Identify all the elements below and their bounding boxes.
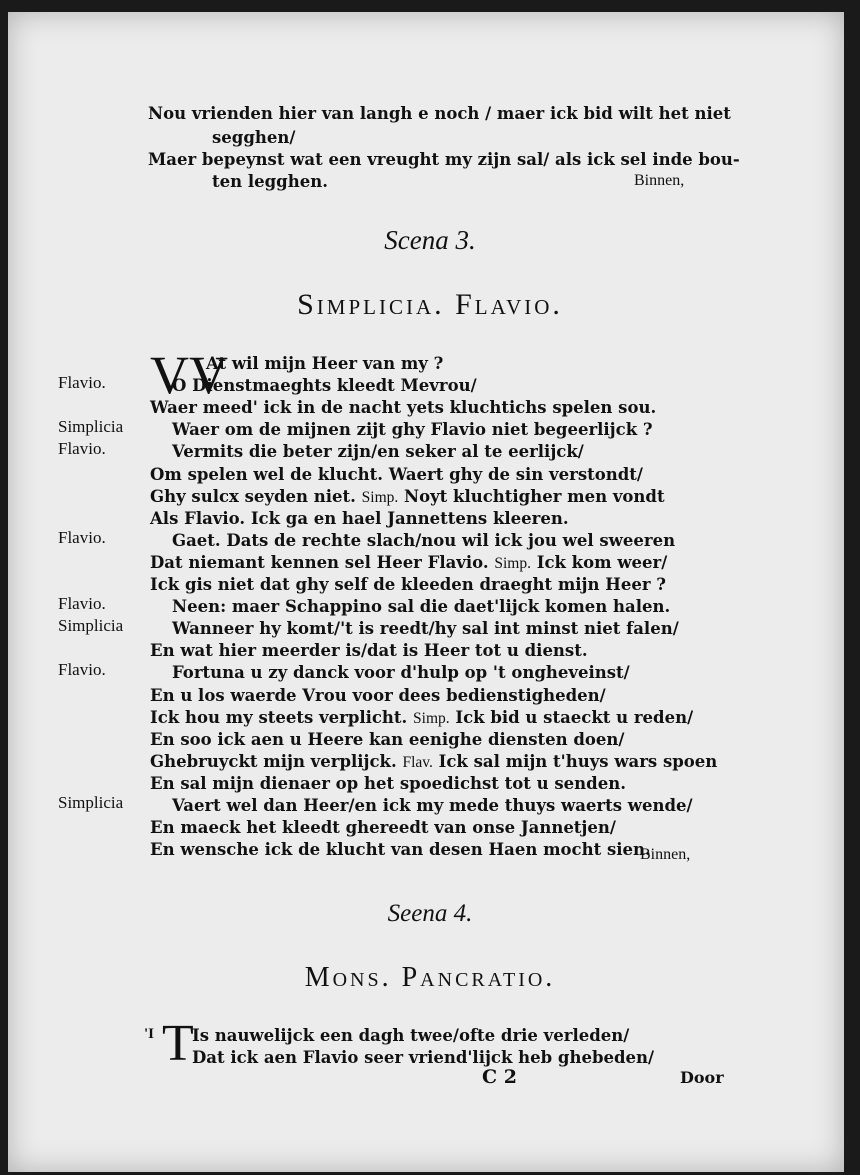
speaker-name: Flavio.	[58, 373, 106, 392]
dialogue-text: At wil mijn Heer van my ?	[206, 354, 444, 373]
dialogue-text: En maeck het kleedt ghereedt van onse Jannetjen/	[150, 818, 616, 837]
scene-title: Seena 4.	[387, 900, 473, 927]
dialogue-line	[172, 661, 720, 685]
exit-direction: Binnen,	[640, 846, 691, 863]
dialogue-line	[172, 418, 720, 442]
dialogue-line	[206, 352, 720, 376]
dialogue-line	[172, 529, 720, 553]
dialogue-line	[150, 772, 720, 796]
speaker-name: Flavio.	[58, 528, 106, 547]
dialogue-line	[172, 617, 720, 641]
dialogue-text: En soo ick aen u Heere kan eenighe diensten doen/	[150, 730, 625, 749]
dialogue-text: Wanneer hy komt/'t is reedt/hy sal int minst niet falen/	[172, 619, 679, 638]
drop-capital: VV	[150, 345, 228, 405]
speaker-name: Simplicia	[58, 417, 124, 436]
dialogue-text: O Dienstmaeghts kleedt Mevrou/	[172, 376, 477, 395]
dialogue-line	[150, 551, 720, 575]
dialogue-text: En wat hier meerder is/dat is Heer tot u dienst.	[150, 641, 588, 660]
speaker-name: Flavio.	[58, 439, 106, 458]
dialogue-line: Is nauwelijck een dagh twee/ofte drie verleden/	[192, 1026, 630, 1045]
speaker-abbrev: Simp.	[413, 710, 450, 727]
dialogue-line	[150, 816, 720, 840]
dialogue-text: En sal mijn dienaer op het spoedichst tot u senden.	[150, 774, 626, 793]
speaker-name: Simplicia	[58, 793, 124, 812]
dialogue-text: En wensche ick de klucht van desen Haen mocht sien.	[150, 840, 651, 859]
dialogue-text: Dat niemant kennen sel Heer Flavio.	[150, 553, 489, 572]
dialogue-text: Fortuna u zy danck voor d'hulp op 't ongheveinst/	[172, 663, 630, 682]
dialogue-line	[172, 595, 720, 619]
dialogue-line	[150, 838, 720, 862]
dialogue-line: Dat ick aen Flavio seer vriend'lijck heb ghebeden/	[192, 1048, 655, 1067]
dialogue-line	[172, 374, 720, 398]
dialogue-line	[150, 573, 720, 597]
signature-mark: C 2	[482, 1066, 517, 1088]
dialogue-line	[150, 728, 720, 752]
dialogue-text: Waer om de mijnen zijt ghy Flavio niet begeerlijck ?	[172, 420, 653, 439]
dialogue-text: Ick kom weer/	[536, 553, 668, 572]
intro-line-2: segghen/	[212, 128, 296, 147]
dialogue-line	[172, 440, 720, 464]
speaker-name: Simplicia	[58, 616, 124, 635]
dialogue-text: Om spelen wel de klucht. Waert ghy de sin verstondt/	[150, 465, 643, 484]
dialogue-text: Ick bid u staeckt u reden/	[455, 708, 694, 727]
dialogue-text: Vermits die beter zijn/en seker al te eerlijck/	[172, 442, 584, 461]
speaker-abbrev: Simp.	[494, 555, 531, 572]
speaker-name: Flavio.	[58, 660, 106, 679]
dialogue-line	[150, 639, 720, 663]
dialogue-text: Ghebruyckt mijn verplijck.	[150, 752, 397, 771]
dialogue-text: Vaert wel dan Heer/en ick my mede thuys waerts wende/	[172, 796, 693, 815]
speaker-abbrev: Simp.	[361, 489, 399, 506]
dialogue-text: Neen: maer Schappino sal die daet'lijck komen halen.	[172, 597, 671, 616]
dialogue-line	[150, 396, 720, 420]
speaker-name: Flavio.	[58, 594, 106, 613]
dialogue-text: Als Flavio. Ick ga en hael Jannettens kleeren.	[150, 509, 569, 528]
dialogue-text: Gaet. Dats de rechte slach/nou wil ick jou wel sweeren	[172, 531, 676, 550]
scene-cast: Mons. Pancratio.	[304, 962, 556, 993]
dialogue-line	[150, 507, 720, 531]
dialogue-text: Ick hou my steets verplicht.	[150, 708, 408, 727]
intro-line-3: Maer bepeynst wat een vreught my zijn sal/ als ick sel inde bou-	[148, 150, 740, 169]
dialogue-line	[150, 706, 720, 730]
drop-capital-mark: 'I	[144, 1026, 155, 1042]
drop-capital: T	[162, 1015, 194, 1072]
dialogue-text: Ick sal mijn t'huys wars spoen	[438, 752, 718, 771]
exit-direction: Binnen,	[634, 172, 685, 189]
scene-title: Scena 3.	[384, 225, 476, 255]
intro-line-4: ten legghen.	[212, 172, 328, 191]
scene-cast: Simplicia. Flavio.	[297, 288, 563, 321]
dialogue-text: Waer meed' ick in de nacht yets kluchtichs spelen sou.	[150, 398, 657, 417]
dialogue-text: En u los waerde Vrou voor dees bedienstigheden/	[150, 686, 606, 705]
speaker-abbrev: Flav.	[402, 754, 433, 771]
dialogue-line	[150, 684, 720, 708]
dialogue-line	[150, 485, 720, 509]
dialogue-line	[150, 750, 720, 774]
dialogue-text: Noyt kluchtigher men vondt	[404, 487, 665, 506]
dialogue-text: Ick gis niet dat ghy self de kleeden draeght mijn Heer ?	[150, 575, 666, 594]
intro-line-1: Nou vrienden hier van langh e noch / maer ick bid wilt het niet	[148, 104, 731, 123]
dialogue-line	[150, 463, 720, 487]
dialogue-line	[172, 794, 720, 818]
dialogue-text: Ghy sulcx seyden niet.	[150, 487, 356, 506]
catchword: Door	[680, 1068, 724, 1087]
